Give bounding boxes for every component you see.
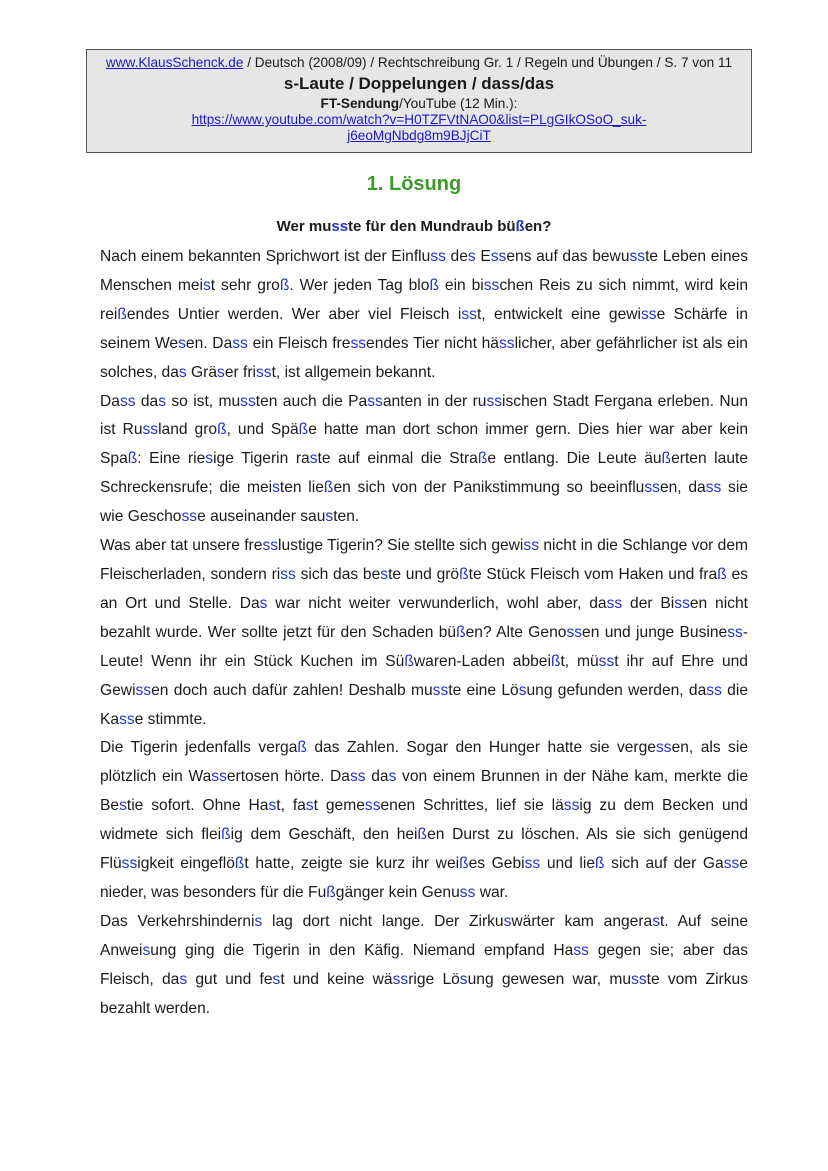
s-sound-highlight: ss — [727, 623, 743, 641]
s-sound-highlight: ss — [523, 537, 539, 555]
solution-heading: 1. Lösung — [366, 173, 462, 195]
s-sound-highlight: ss — [119, 392, 136, 410]
s-sound-highlight: s — [268, 797, 277, 815]
s-sound-highlight: ss — [256, 363, 272, 381]
s-sound-highlight: ss — [655, 739, 672, 757]
s-sound-highlight: ss — [280, 565, 296, 583]
youtube-link[interactable]: https://www.youtube.com/watch?v=H0TZFVtNAO0&list=PLgGIkOSoO_suk-j6eoMgNbdg8m9BJjCiT — [191, 112, 647, 143]
s-sound-highlight: s — [305, 797, 314, 815]
s-sound-highlight: ß — [326, 883, 336, 901]
video-note — [87, 96, 751, 112]
s-sound-highlight: ss — [723, 855, 740, 873]
s-sound-highlight: ss — [349, 768, 366, 786]
page-header — [86, 49, 752, 153]
s-sound-highlight: ss — [135, 681, 152, 699]
s-sound-highlight: ss — [232, 334, 248, 352]
s-sound-highlight: ss — [644, 479, 660, 497]
s-sound-highlight: ss — [367, 392, 383, 410]
s-sound-highlight: ss — [598, 652, 615, 670]
paragraph: Das Verkehrshindernis lag dort nicht lange. Der Zirkuswärter kam angerast. Auf seine Anweisung ging die Tigerin in den Käfig. Niemand empfand Hass gegen sie; aber das Fleisch, das gut und fest und keine wässrige Lösung gewesen war, musste vom Zirkus bezahlt werden. — [100, 912, 748, 1017]
s-sound-highlight: s — [178, 334, 186, 352]
s-sound-highlight: ss — [392, 970, 409, 988]
paragraph: Die Tigerin jedenfalls vergaß das Zahlen. Sogar den Hunger hatte sie vergessen, als sie plötzlich ein Wassertosen hörte. Dass das von einem Brunnen in der Nähe kam, merkte die Bestie sofort. Ohne Hast, fast gemessenen Schrittes, lief sie lässig zu dem Becken und widmete sich fleißig dem Geschäft, den heißen Durst zu löschen. Als sie sich genügend Flüssigkeit eingeflößt hatte, zeigte sie kurz ihr weißes Gebiss und ließ sich auf der Gasse nieder, was besonders für die Fußgänger kein Genuss war. — [100, 739, 748, 901]
site-link[interactable]: www.KlausSchenck.de — [105, 55, 244, 70]
s-sound-highlight: s — [158, 392, 167, 410]
story-text — [100, 243, 748, 1023]
s-sound-highlight: ss — [674, 594, 690, 612]
s-sound-highlight: ß — [456, 623, 466, 641]
s-sound-highlight: s — [217, 363, 225, 381]
s-sound-highlight: s — [467, 248, 476, 265]
s-sound-highlight: ß — [127, 450, 138, 468]
paragraph: Nach einem bekannten Sprichwort ist der Einfluss des Essens auf das bewusste Leben eines Menschen meist sehr groß. Wer jeden Tag bloß ein bisschen Reis zu sich nimmt, wird kein reißendes Untier werden. Wer aber viel Fleisch isst, entwickelt eine gewisse Schärfe in seinem Wesen. Dass ein Fleisch fressendes Tier nicht hässlicher, aber gefährlicher ist als ein solches, das Gräser frisst, ist allgemein bekannt. — [100, 248, 749, 381]
s-sound-highlight: ss — [432, 681, 449, 699]
s-sound-highlight: ß — [117, 305, 127, 323]
s-sound-highlight: ss — [262, 537, 279, 555]
s-sound-highlight: s — [254, 912, 263, 930]
s-sound-highlight: ß — [717, 565, 727, 583]
s-sound-highlight: ss — [181, 508, 198, 526]
s-sound-highlight: ß — [550, 652, 561, 670]
s-sound-highlight: s — [259, 594, 268, 612]
s-sound-highlight: s — [205, 450, 214, 468]
s-sound-highlight: s — [459, 970, 468, 988]
s-sound-highlight: ß — [417, 826, 428, 844]
s-sound-highlight: ß — [661, 450, 672, 468]
s-sound-highlight: ß — [217, 421, 227, 439]
video-note-bold: FT-Sendung — [320, 96, 400, 111]
s-sound-highlight: s — [119, 797, 127, 815]
page-title: s-Laute / Doppelungen / dass/das — [283, 74, 555, 93]
s-sound-highlight: ss — [706, 681, 722, 699]
s-sound-highlight: ß — [404, 652, 414, 670]
s-sound-highlight: ß — [298, 421, 309, 439]
s-sound-highlight: ss — [524, 855, 541, 873]
s-sound-highlight: ss — [705, 479, 722, 497]
s-sound-highlight: ß — [429, 276, 439, 294]
s-sound-highlight: ss — [563, 797, 580, 815]
s-sound-highlight: ß — [459, 855, 469, 873]
s-sound-highlight: ss — [640, 305, 657, 323]
s-sound-highlight: ss — [459, 883, 476, 901]
s-sound-highlight: ß — [221, 826, 231, 844]
s-sound-highlight: s — [142, 941, 151, 959]
s-sound-highlight: ss — [606, 594, 623, 612]
s-sound-highlight: s — [309, 450, 318, 468]
s-sound-highlight: ß — [459, 565, 469, 583]
s-sound-highlight: s — [272, 970, 281, 988]
s-sound-highlight: ss — [631, 970, 647, 988]
s-sound-highlight: ss — [142, 421, 159, 439]
s-sound-highlight: s — [325, 508, 334, 526]
s-sound-highlight: s — [388, 768, 397, 786]
s-sound-highlight: ss — [211, 768, 227, 786]
s-sound-highlight: s — [202, 276, 211, 294]
s-sound-highlight: s — [178, 363, 187, 381]
s-sound-highlight: s — [179, 970, 188, 988]
s-sound-highlight: ß — [234, 855, 245, 873]
s-sound-highlight: ss — [573, 941, 589, 959]
s-sound-highlight: ss — [486, 392, 503, 410]
s-sound-highlight: ss — [629, 248, 646, 265]
s-sound-highlight: s — [272, 479, 280, 497]
paragraph: Was aber tat unsere fresslustige Tigerin? Sie stellte sich gewiss nicht in die Schlange vor dem Fleischerladen, sondern riss sich das beste und größte Stück Fleisch vom Haken und fraß es an Ort und Stelle. Das war nicht weiter verwunderlich, wohl aber, dass der Bissen nicht bezahlt wurde. Wer sollte jetzt für den Schaden büßen? Alte Genossen und junge Business-Leute! Wenn ihr ein Stück Kuchen im Süßwaren-Laden abbeißt, müsst ihr auf Ehre und Gewissen doch auch dafür zahlen! Deshalb musste eine Lösung gefunden werden, dass die Kasse stimmte. — [100, 537, 749, 728]
s-sound-highlight: ß — [297, 739, 307, 757]
breadcrumb: / Deutsch (2008/09) / Rechtschreibung Gr. 1 / Regeln und Übungen / S. 7 von 11 — [243, 55, 733, 70]
paragraph: Dass das so ist, mussten auch die Passanten in der russischen Stadt Fergana erleben. Nun ist Russland groß, und Späße hatte man dort schon immer gern. Dies hier war aber kein Spaß: Eine riesige Tigerin raste auf einmal die Straße entlang. Die Leute äußerten laute Schreckensrufe; die meisten ließen sich von der Panikstimmung so beeinflussen, dass sie wie Geschosse auseinander sausten. — [100, 392, 749, 526]
story-title: Wer musste für den Mundraub büßen? — [276, 218, 552, 235]
s-sound-highlight: ss — [490, 248, 507, 265]
header-line — [87, 55, 751, 71]
s-sound-highlight: s — [652, 912, 661, 930]
s-sound-highlight: ss — [566, 623, 583, 641]
s-sound-highlight: ß — [279, 276, 290, 294]
s-sound-highlight: s — [503, 912, 512, 930]
s-sound-highlight: ß — [477, 450, 488, 468]
s-sound-highlight: ss — [121, 855, 138, 873]
s-sound-highlight: s — [380, 565, 389, 583]
s-sound-highlight: ss — [483, 276, 500, 294]
s-sound-highlight: ss — [331, 218, 349, 235]
s-sound-highlight: ss — [119, 710, 135, 728]
s-sound-highlight: ß — [595, 855, 605, 873]
s-sound-highlight: ss — [461, 305, 477, 323]
s-sound-highlight: ß — [323, 479, 334, 497]
s-sound-highlight: ss — [430, 248, 446, 265]
s-sound-highlight: ss — [364, 797, 381, 815]
s-sound-highlight: ss — [498, 334, 515, 352]
s-sound-highlight: ss — [240, 392, 256, 410]
s-sound-highlight: ss — [350, 334, 367, 352]
s-sound-highlight: s — [518, 681, 527, 699]
s-sound-highlight: ß — [515, 218, 525, 235]
video-note-rest: /YouTube (12 Min.): — [399, 96, 518, 111]
